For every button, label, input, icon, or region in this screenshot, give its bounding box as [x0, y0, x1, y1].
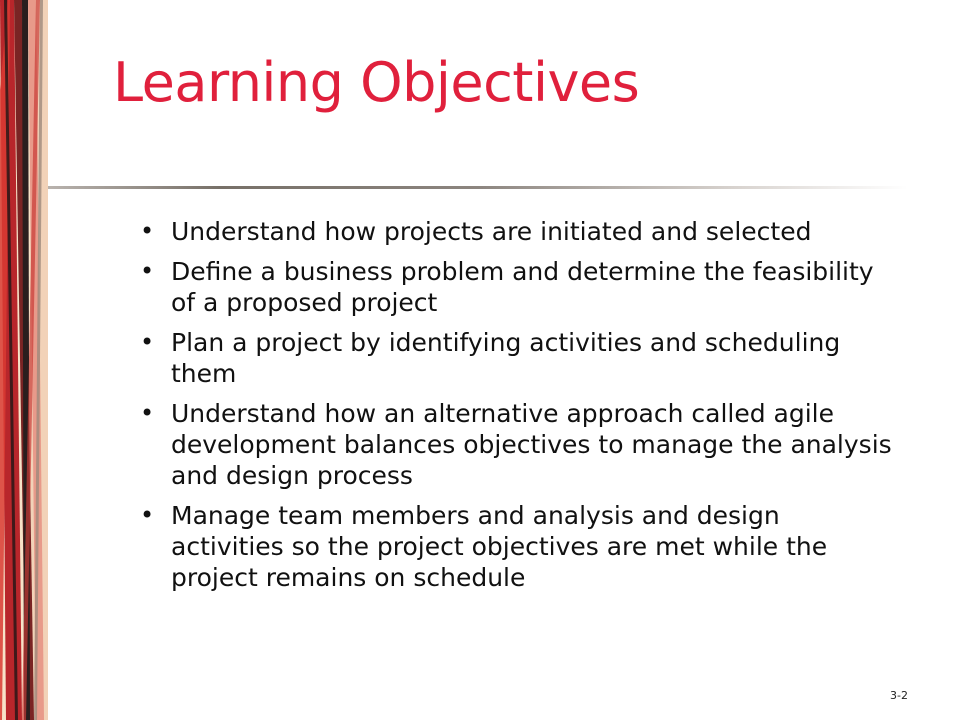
list-item	[140, 500, 900, 593]
list-item	[140, 327, 900, 389]
bullet-icon: •	[140, 399, 155, 427]
objective-text: Define a business problem and determine the feasibility of a proposed project	[171, 257, 874, 317]
decorative-side-stripes	[0, 0, 48, 720]
objective-text: Manage team members and analysis and design activities so the project objectives are met while the project remains on schedule	[171, 501, 828, 592]
objective-text: Understand how projects are initiated and selected	[171, 217, 812, 246]
objectives-list	[140, 216, 900, 602]
bullet-icon: •	[140, 328, 155, 356]
title-divider	[48, 186, 908, 189]
bullet-icon: •	[140, 217, 155, 245]
page-number: 3-2	[890, 689, 908, 702]
list-item	[140, 398, 900, 491]
objective-text: Understand how an alternative approach called agile development balances objectives to manage the analysis and design process	[171, 399, 892, 490]
bullet-icon: •	[140, 501, 155, 529]
list-item	[140, 256, 900, 318]
list-item	[140, 216, 900, 247]
bullet-icon: •	[140, 257, 155, 285]
slide-title: Learning Objectives	[113, 51, 640, 114]
objective-text: Plan a project by identifying activities and scheduling them	[171, 328, 841, 388]
